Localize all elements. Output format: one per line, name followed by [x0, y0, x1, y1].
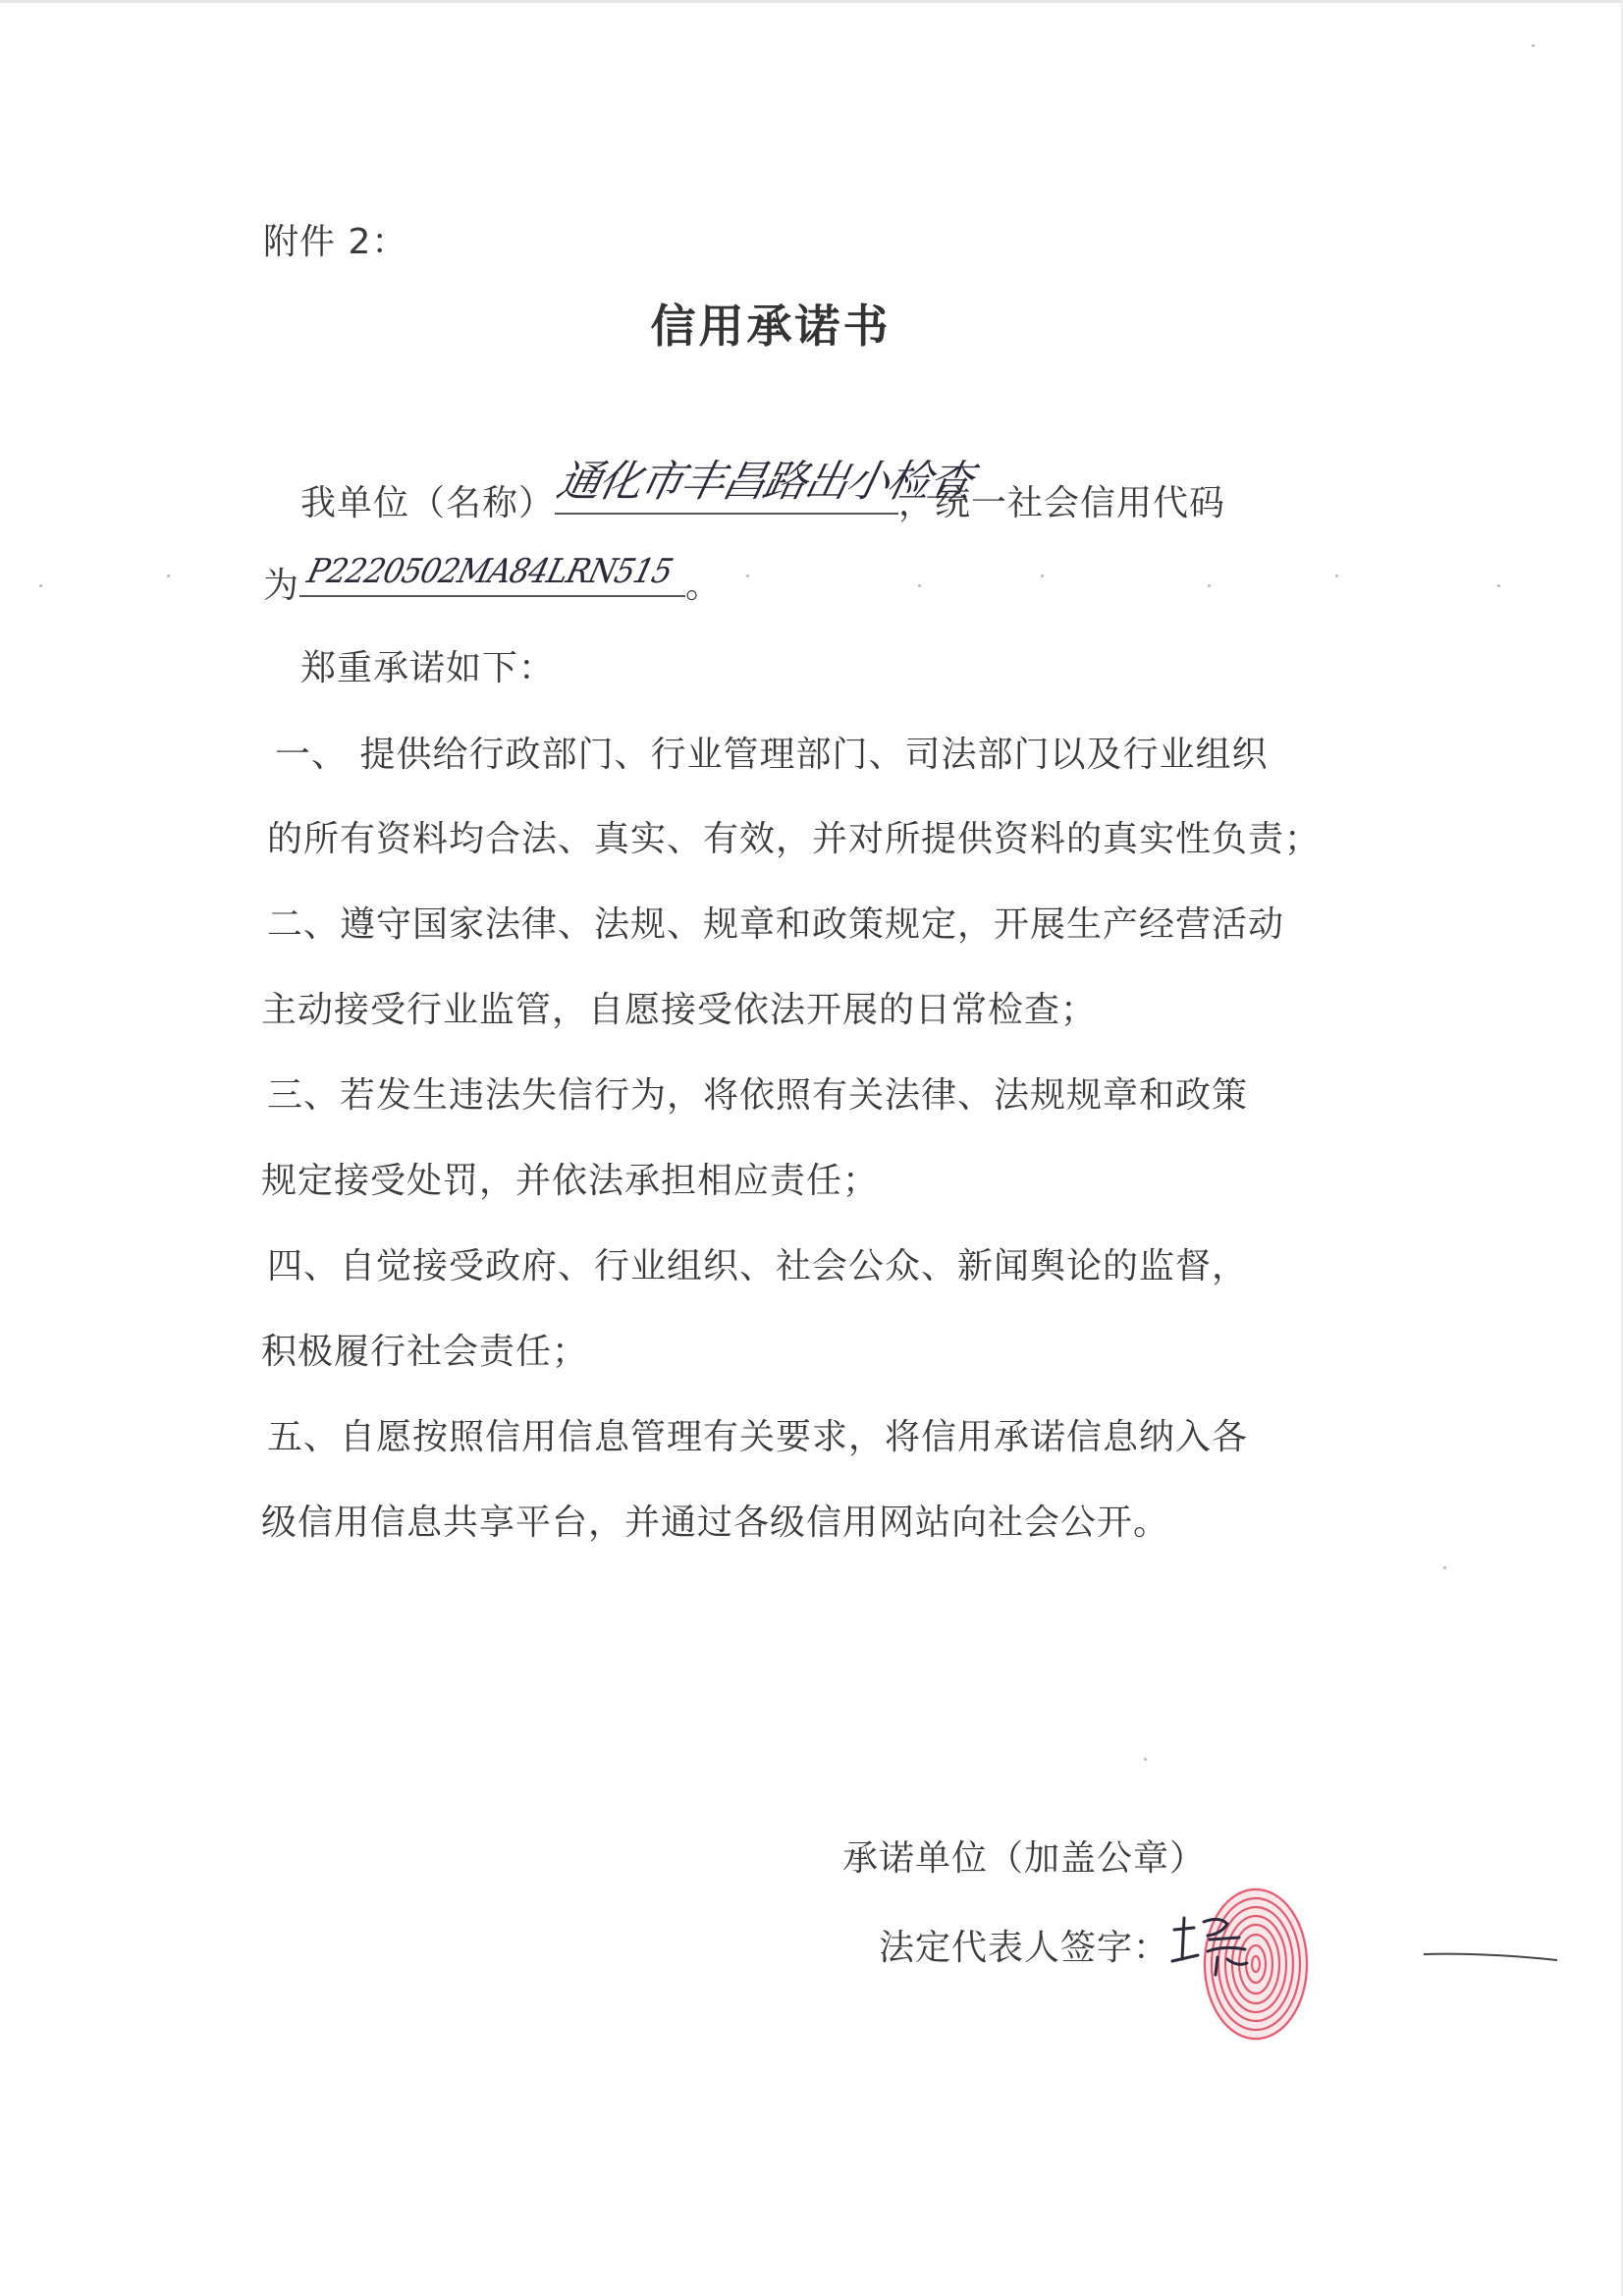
intro-line-2: [263, 554, 722, 608]
pledge-unit-label: 承诺单位（加盖公章）: [842, 1838, 1207, 1879]
pledge-item-5-line-2: 级信用信息共享平台，并通过各级信用网站向社会公开。: [261, 1503, 1170, 1543]
scan-speck: [1335, 574, 1338, 577]
attachment-label: 附件 2：: [263, 222, 408, 262]
intro-code-suffix: ，统一社会信用代码: [898, 483, 1226, 523]
pledge-item-3-line-1: 三、若发生违法失信行为，将依照有关法律、法规规章和政策: [267, 1075, 1249, 1116]
scan-speck: [1532, 44, 1535, 47]
credit-code-handwriting: P2220502MA84LRN515: [303, 552, 676, 591]
intro-line-1: [300, 457, 1226, 525]
intro-code-prefix: 为: [263, 566, 300, 606]
scan-speck: [1443, 1566, 1446, 1569]
intro-name-prefix: 我单位（名称）: [300, 483, 556, 523]
scan-top-edge: [0, 0, 1623, 3]
scan-speck: [167, 574, 170, 577]
pledge-item-2-line-1: 二、遵守国家法律、法规、规章和政策规定，开展生产经营活动: [267, 904, 1285, 945]
company-name-field: [552, 457, 976, 515]
scan-speck: [1041, 574, 1044, 577]
pledge-item-2-line-2: 主动接受行业监管，自愿接受依法开展的日常检查；: [261, 990, 1098, 1030]
scan-speck: [1144, 1758, 1147, 1761]
scan-speck: [1208, 584, 1211, 587]
pledge-item-1-line-1: 一、 提供给行政部门、行业管理部门、司法部门以及行业组织: [275, 735, 1269, 775]
legal-representative-label: 法定代表人签字：: [879, 1928, 1170, 1968]
pledge-heading: 郑重承诺如下：: [300, 648, 556, 688]
handwritten-signature: [1168, 1910, 1257, 1981]
pledge-item-4-line-1: 四、自觉接受政府、行业组织、社会公众、新闻舆论的监督，: [267, 1246, 1249, 1286]
scan-speck: [918, 584, 921, 587]
scan-speck: [746, 574, 749, 577]
scan-speck: [1497, 584, 1500, 587]
company-name-handwriting: 通化市丰昌路出小检查: [552, 457, 976, 507]
signature-stroke-line: [1422, 1948, 1559, 1964]
pledge-item-5-line-1: 五、自愿按照信用信息管理有关要求，将信用承诺信息纳入各: [267, 1417, 1249, 1457]
pledge-item-3-line-2: 规定接受处罚，并依法承担相应责任；: [261, 1161, 880, 1201]
intro-line-end: 。: [685, 566, 723, 606]
pledge-item-4-line-2: 积极履行社会责任；: [261, 1332, 589, 1372]
document-title: 信用承诺书: [650, 300, 892, 353]
credit-code-field: [299, 554, 685, 597]
scan-speck: [39, 584, 42, 587]
pledge-item-1-line-2: 的所有资料均合法、真实、有效，并对所提供资料的真实性负责；: [267, 819, 1322, 859]
